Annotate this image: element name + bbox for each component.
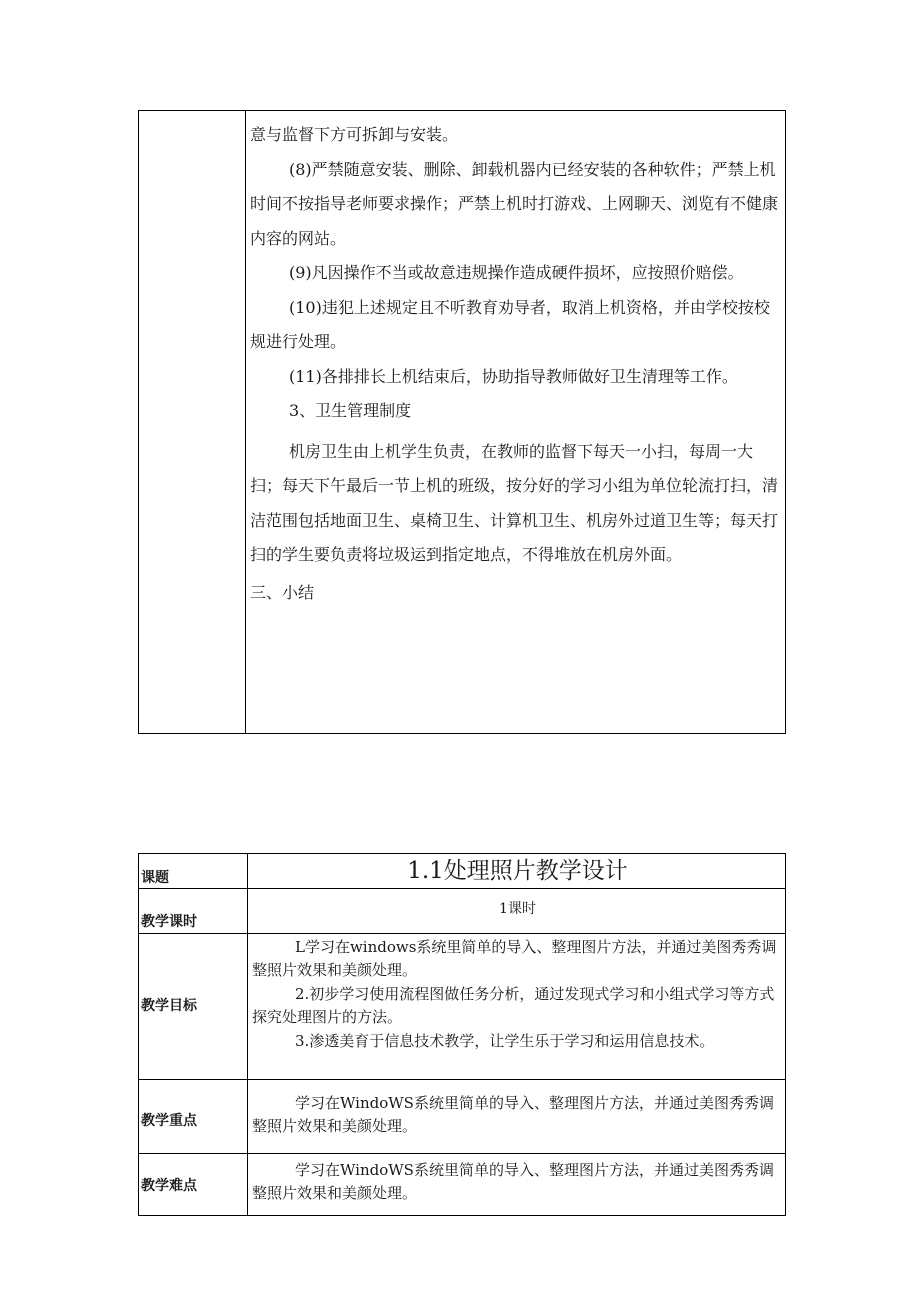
goal-item: 2.初步学习使用流程图做任务分析，通过发现式学习和小组式学习等方式探究处理图片的方法。 xyxy=(252,985,775,1026)
hygiene-paragraph: 机房卫生由上机学生负责，在教师的监督下每天一小扫，每周一大扫；每天下午最后一节上机的班级，按分好的学习小组为单位轮流打扫，清洁范围包括地面卫生、桌椅卫生、计算机卫生、机房外过道卫生等；每天打扫的学生要负责将垃圾运到指定地点，不得堆放在机房外面。 xyxy=(250,441,779,564)
key-points-cell xyxy=(248,1080,786,1154)
rule-8: (8)严禁随意安装、删除、卸载机器内已经安装的各种软件；严禁上机时间不按指导老师要求操作；严禁上机时打游戏、上网聊天、浏览有不健康内容的网站。 xyxy=(250,159,779,248)
key-points-label: 教学重点 xyxy=(139,1080,248,1154)
title-value: 1.1处理照片教学设计 xyxy=(248,854,786,889)
hours-value: 1课时 xyxy=(248,889,786,934)
difficulties-cell xyxy=(248,1154,786,1216)
goals-row xyxy=(139,934,786,1080)
key-points-row xyxy=(139,1080,786,1154)
title-label: 课题 xyxy=(139,854,248,889)
rule-9: (9)凡因操作不当或故意违规操作造成硬件损坏，应按照价赔偿。 xyxy=(289,263,744,282)
key-points-text: 学习在WindoWS系统里简单的导入、整理图片方法，并通过美图秀秀调整照片效果和美颜处理。 xyxy=(252,1094,774,1135)
difficulties-label: 教学难点 xyxy=(139,1154,248,1216)
rules-content-cell xyxy=(246,111,786,734)
difficulties-text: 学习在WindoWS系统里简单的导入、整理图片方法，并通过美图秀秀调整照片效果和美颜处理。 xyxy=(252,1161,774,1202)
rules-label-cell xyxy=(139,111,246,734)
rules-row xyxy=(139,111,786,734)
difficulties-row xyxy=(139,1154,786,1216)
hygiene-heading: 3、卫生管理制度 xyxy=(289,401,412,420)
hours-row xyxy=(139,889,786,934)
goal-item: 3.渗透美育于信息技术教学，让学生乐于学习和运用信息技术。 xyxy=(295,1032,715,1050)
rules-continuation-table xyxy=(138,110,786,734)
goal-item: L学习在windows系统里简单的导入、整理图片方法，并通过美图秀秀调整照片效果和美颜处理。 xyxy=(252,938,777,979)
rule-11: (11)各排排长上机结束后，协助指导教师做好卫生清理等工作。 xyxy=(289,366,738,386)
title-row xyxy=(139,854,786,889)
goals-cell xyxy=(248,934,786,1080)
summary-heading: 三、小结 xyxy=(250,582,315,602)
rule-text-7-end: 意与监督下方可拆卸与安装。 xyxy=(250,125,459,144)
goals-label: 教学目标 xyxy=(139,934,248,1080)
lesson-plan-table xyxy=(138,853,786,1216)
rule-10: (10)违犯上述规定且不听教育劝导者，取消上机资格，并由学校按校规进行处理。 xyxy=(250,297,770,351)
hours-label: 教学课时 xyxy=(139,889,248,934)
